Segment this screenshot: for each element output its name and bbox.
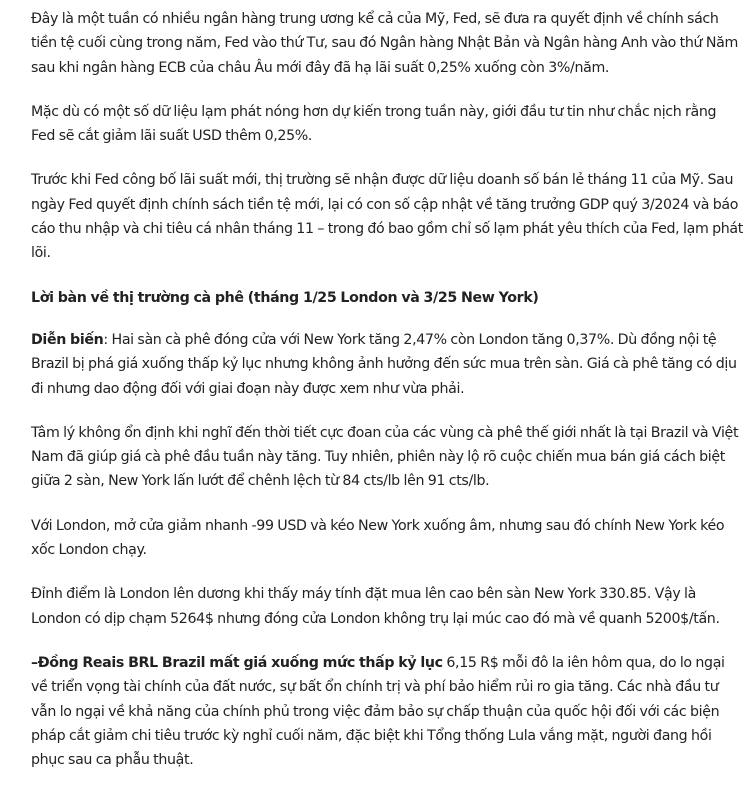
paragraph-london-peak: Đỉnh điểm là London lên dương khi thấy máy tính đặt mua lên cao bên sàn New York 330.85. Vậy là London có dịp chạm 5264$ nhưng đóng cửa London không trụ lại múc cao đó mà về quanh 5200$/tấn.	[31, 586, 720, 627]
article-body	[31, 0, 743, 792]
brl-text: 6,15 R$ mỗi đô la iên hôm qua, do lo ngại về triển vọng tài chính của đất nước, sự bất ổn chính trị và phí bảo hiểm rủi ro gia tăng. Các nhà đầu tư vẫn lo ngại về khả năng của chính phủ trong việc đảm bảo sự chấp thuận của quốc hội đối với các biện pháp cắt giảm chi tiêu trước kỳ nghỉ cuối năm, đặc biệt khi Tổng thống Lula vắng mặt, người đang hồi phục sau ca phẫu thuật.	[31, 654, 725, 769]
movement-label: Diễn biến	[31, 331, 104, 348]
paragraph-fed-expectation: Mặc dù có một số dữ liệu lạm phát nóng hơn dự kiến trong tuần này, giới đầu tư tin như chắc nịch rằng Fed sẽ cắt giảm lãi suất USD thêm 0,25%.	[31, 103, 717, 145]
paragraph-brl-currency	[31, 651, 743, 772]
paragraph-weather-sentiment: Tâm lý không ổn định khi nghĩ đến thời tiết cực đoan của các vùng cà phê thế giới nhất là tại Brazil và Việt Nam đã giúp giá cà phê đầu tuần này tăng. Tuy nhiên, phiên này lộ rõ cuộc chiến mua bán giá cách biệt giữa 2 sàn, New York lấn lướt để chênh lệch từ 84 cts/lb lên 91 cts/lb.	[31, 424, 739, 490]
paragraph-london-open: Với London, mở cửa giảm nhanh -99 USD và kéo New York xuống âm, nhưng sau đó chính New York kéo xốc London chạy.	[31, 517, 725, 559]
brl-label: –Đồng Reais BRL Brazil mất giá xuống mức thấp kỷ lục	[31, 654, 443, 671]
paragraph-central-banks: Đây là một tuần có nhiều ngân hàng trung ương kể cả của Mỹ, Fed, sẽ đưa ra quyết định về chính sách tiền tệ cuối cùng trong năm, Fed vào thứ Tư, sau đó Ngân hàng Nhật Bản và Ngân hàng Anh vào thứ Năm sau khi ngân hàng ECB của châu Âu mới đây đã hạ lãi suất 0,25% xuống còn 3%/năm.	[31, 11, 738, 76]
coffee-market-subheading: Lời bàn về thị trường cà phê (tháng 1/25 London và 3/25 New York)	[31, 289, 539, 306]
movement-text: : Hai sàn cà phê đóng cửa với New York tăng 2,47% còn London tăng 0,37%. Dù đồng nội tệ Brazil bị phá giá xuống thấp kỷ lục nhưng không ảnh hưởng đến sức mua trên sàn. Giá cà phê tăng có dịu đi nhưng dao động đối với giai đoạn này được xem như vừa phải.	[31, 331, 737, 397]
paragraph-market-movement	[31, 328, 743, 401]
paragraph-us-data: Trước khi Fed công bố lãi suất mới, thị trường sẽ nhận được dữ liệu doanh số bán lẻ tháng 11 của Mỹ. Sau ngày Fed quyết định chính sách tiền tệ mới, lại có con số cập nhật về tăng trưởng GDP quý 3/2024 và báo cáo thu nhập và chi tiêu cá nhân tháng 11 – trong đó bao gồm chỉ số lạm phát yêu thích của Fed, lạm phát lõi.	[31, 172, 743, 262]
